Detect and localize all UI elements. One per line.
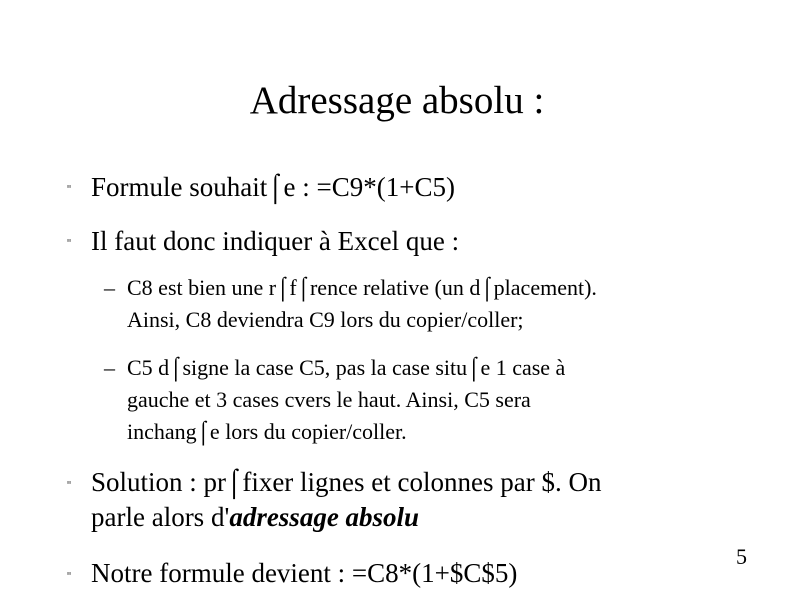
sub-bullet-2-line-1: C5 d⌠signe la case C5, pas la case situ⌠e 1 case à bbox=[127, 355, 566, 380]
bullet-marker-3: " bbox=[66, 479, 72, 492]
bullet-solution-prefix: parle alors d' bbox=[91, 502, 230, 532]
bullet-solution-line-2 bbox=[91, 500, 731, 535]
sub-bullet-dash-1: – bbox=[104, 275, 115, 300]
page-number: 5 bbox=[736, 544, 747, 569]
sub-bullet-2-line-2: gauche et 3 cases cvers le haut. Ainsi, C5 sera bbox=[127, 387, 531, 412]
sub-bullet-2-line-3: inchang⌠e lors du copier/coller. bbox=[127, 419, 407, 444]
bullet-solution-line-1: Solution : pr⌠fixer lignes et colonnes par $. On bbox=[91, 467, 602, 497]
sub-bullet-dash-2: – bbox=[104, 355, 115, 380]
sub-bullet-1-line-2: Ainsi, C8 deviendra C9 lors du copier/coller; bbox=[127, 307, 524, 332]
slide-title: Adressage absolu : bbox=[249, 79, 545, 122]
sub-bullet-c5-designation bbox=[127, 352, 747, 448]
bullet-solution bbox=[91, 465, 731, 535]
bullet-indicate-excel: Il faut donc indiquer à Excel que : bbox=[91, 226, 460, 256]
absolute-addressing-term: adressage absolu bbox=[229, 502, 420, 532]
sub-bullet-relative-reference bbox=[127, 272, 747, 336]
bullet-marker-4: " bbox=[66, 570, 72, 583]
bullet-marker-2: " bbox=[66, 237, 72, 250]
bullet-marker-1: " bbox=[66, 183, 72, 196]
sub-bullet-1-line-1: C8 est bien une r⌠f⌠rence relative (un d⌠placement). bbox=[127, 275, 597, 300]
bullet-new-formula: Notre formule devient : =C8*(1+$C$5) bbox=[91, 558, 518, 588]
bullet-formula-target: Formule souhait⌠e : =C9*(1+C5) bbox=[91, 172, 455, 202]
